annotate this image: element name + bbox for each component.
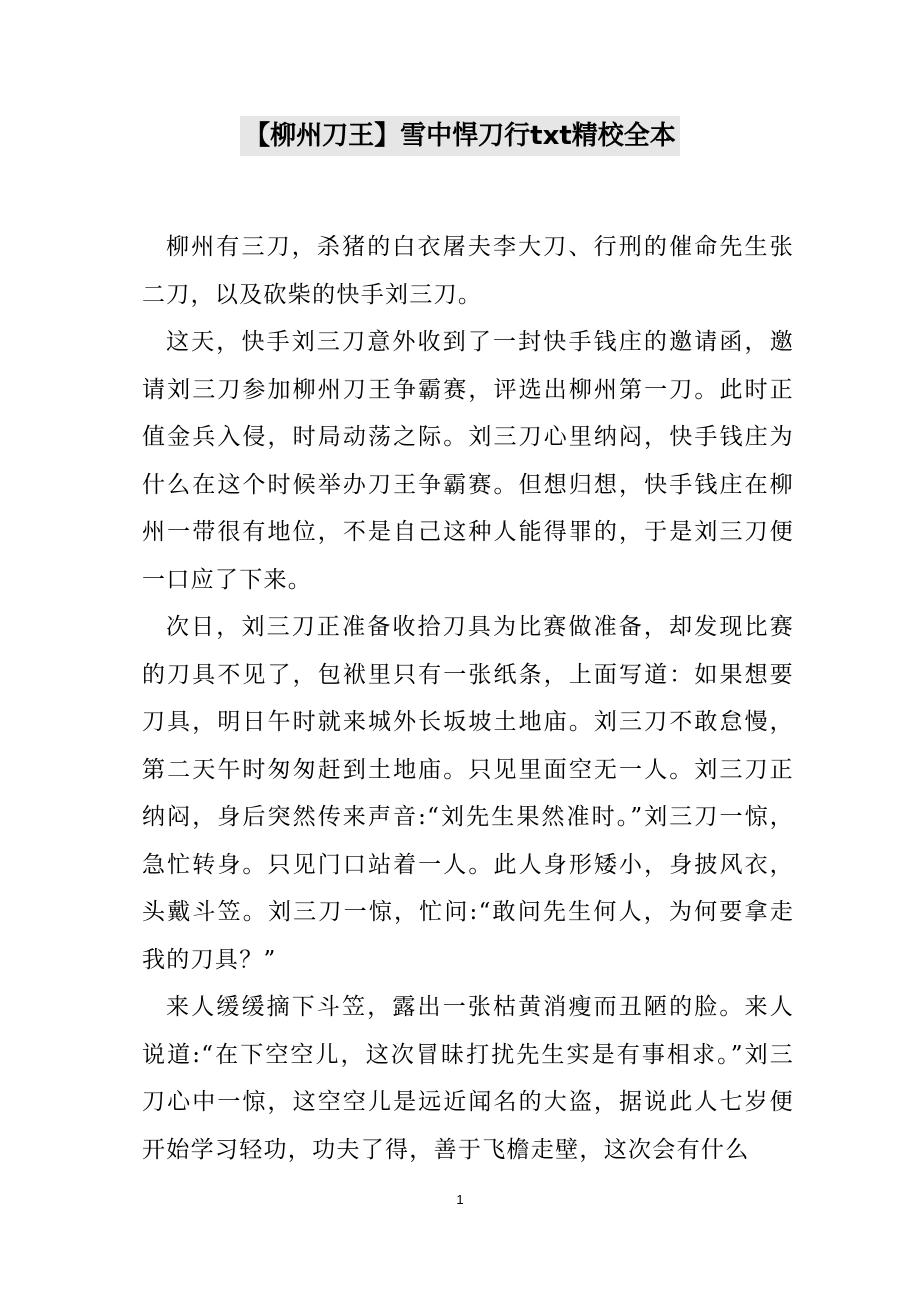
paragraph-3: 次日，刘三刀正准备收拾刀具为比赛做准备，却发现比赛的刀具不见了，包袱里只有一张纸条，上面写道：如果想要刀具，明日午时就来城外长坂坡土地庙。刘三刀不敢怠慢，第二天午时匆匆赶到土地庙。只见里面空无一人。刘三刀正纳闷，身后突然传来声音:“刘先生果然准时。”刘三刀一惊，急忙转身。只见门口站着一人。此人身形矮小，身披风衣，头戴斗笠。刘三刀一惊，忙问:“敢问先生何人，为何要拿走我的刀具？” — [142, 614, 794, 973]
document-title: 【柳州刀王】雪中悍刀行txt精校全本 — [240, 116, 680, 156]
document-body — [142, 224, 794, 1174]
paragraph-1: 柳州有三刀，杀猪的白衣屠夫李大刀、行刑的催命先生张二刀，以及砍柴的快手刘三刀。 — [142, 234, 794, 308]
title-container — [0, 116, 920, 156]
page-number: 1 — [456, 1192, 464, 1207]
paragraph-2: 这天，快手刘三刀意外收到了一封快手钱庄的邀请函，邀请刘三刀参加柳州刀王争霸赛，评选出柳州第一刀。此时正值金兵入侵，时局动荡之际。刘三刀心里纳闷，快手钱庄为什么在这个时候举办刀王争霸赛。但想归想，快手钱庄在柳州一带很有地位，不是自己这种人能得罪的，于是刘三刀便一口应了下来。 — [142, 329, 794, 593]
paragraph-4: 来人缓缓摘下斗笠，露出一张枯黄消瘦而丑陋的脸。来人说道:“在下空空儿，这次冒昧打扰先生实是有事相求。”刘三刀心中一惊，这空空儿是远近闻名的大盗，据说此人七岁便开始学习轻功，功夫了得，善于飞檐走壁，这次会有什么 — [142, 994, 794, 1163]
